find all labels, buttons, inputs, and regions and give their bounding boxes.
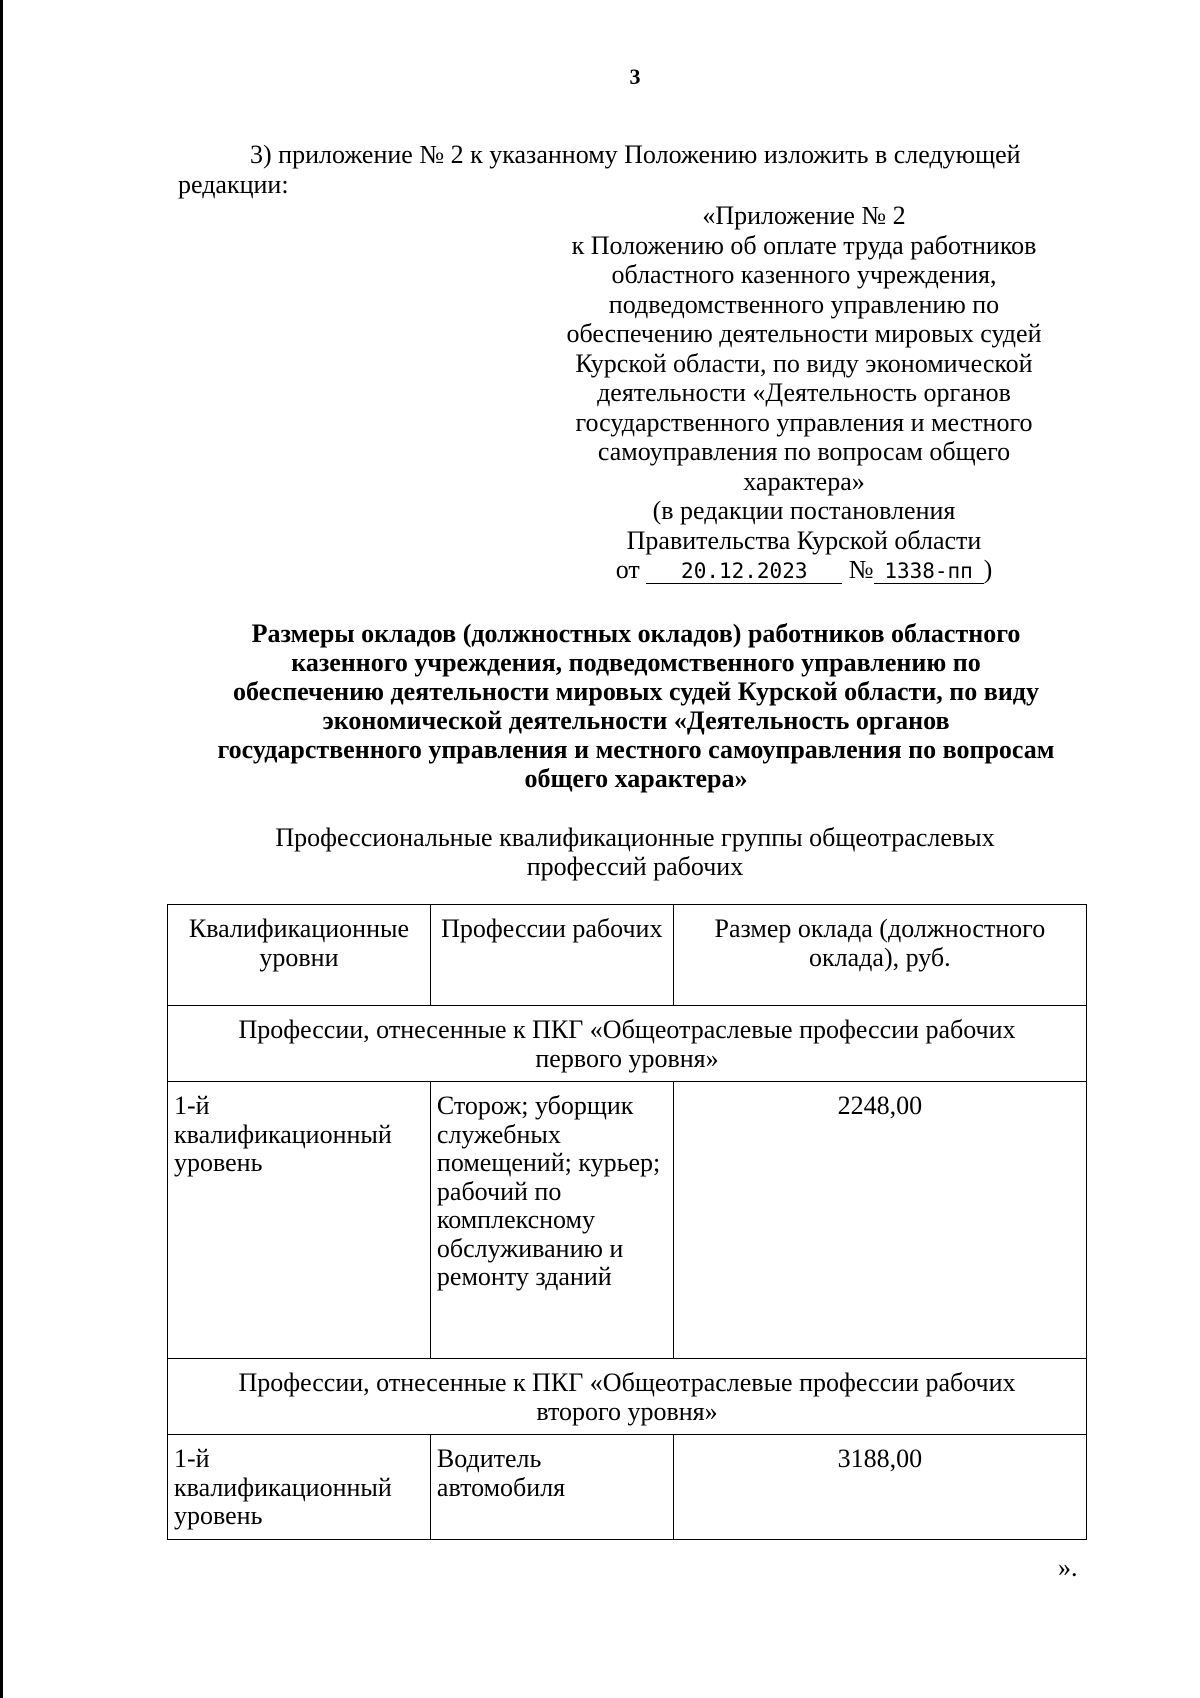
- title-line: экономической деятельности «Деятельность органов: [322, 706, 950, 735]
- caption-line: Профессиональные квалификационные группы общеотраслевых: [275, 823, 995, 852]
- group-title-line: Профессии, отнесенные к ПКГ «Общеотраслевые профессии рабочих: [238, 1368, 1016, 1397]
- title-line: Размеры окладов (должностных окладов) работников областного: [251, 619, 1021, 648]
- group-title-line: первого уровня»: [535, 1043, 719, 1073]
- appendix-line: Правительства Курской области: [626, 525, 982, 555]
- resolution-number: 1338-пп: [874, 559, 984, 584]
- closing-paren: ): [983, 555, 993, 584]
- appendix-line: самоуправления по вопросам общего: [597, 437, 1011, 466]
- salary-table: [167, 904, 1087, 1540]
- group-row: [168, 1359, 1087, 1435]
- appendix-line: (в редакции постановления: [652, 496, 956, 525]
- group-row: [168, 1006, 1087, 1082]
- qualification-level-cell: 1-й квалификационный уровень: [168, 1435, 431, 1540]
- intro-paragraph: 3) приложение № 2 к указанному Положению изложить в следующей редакции:: [178, 140, 1021, 199]
- salary-cell: 3188,00: [673, 1435, 1086, 1540]
- group-title-line: второго уровня»: [536, 1396, 718, 1426]
- resolution-date-line: [530, 555, 1078, 585]
- closing-quote: ».: [1058, 1553, 1078, 1582]
- appendix-line: областного казенного учреждения,: [611, 260, 997, 289]
- header-professions: Профессии рабочих: [430, 905, 673, 1006]
- title-line: общего характера»: [524, 764, 748, 793]
- appendix-line: подведомственного управлению по: [608, 289, 1000, 319]
- appendix-line: «Приложение № 2: [702, 201, 906, 230]
- appendix-line: обеспечению деятельности мировых судей: [566, 319, 1042, 348]
- header-qualification-levels: Квалификационные уровни: [168, 905, 431, 1006]
- appendix-line: Курской области, по виду экономической: [575, 348, 1033, 378]
- document-title: [168, 619, 1104, 793]
- appendix-line: деятельности «Деятельность органов: [597, 378, 1011, 407]
- date-prefix: от: [615, 555, 640, 584]
- resolution-date: 20.12.2023: [646, 559, 842, 584]
- appendix-line: к Положению об оплате труда работников: [571, 230, 1037, 260]
- title-line: казенного учреждения, подведомственного управлению по: [291, 648, 981, 677]
- table-row: [168, 1082, 1087, 1359]
- professions-cell: Водитель автомобиля: [430, 1435, 673, 1540]
- group-title: [168, 1006, 1087, 1082]
- table-header-row: [168, 905, 1087, 1006]
- appendix-heading: [530, 201, 1078, 585]
- title-line: обеспечению деятельности мировых судей Курской области, по виду: [233, 677, 1039, 706]
- number-prefix: №: [848, 555, 874, 584]
- scan-edge: [0, 0, 3, 1698]
- header-salary: Размер оклада (должностного оклада), руб.: [673, 905, 1086, 1006]
- qualification-level-cell: 1-й квалификационный уровень: [168, 1082, 431, 1359]
- professions-cell: Сторож; уборщик служебных помещений; курьер; рабочий по комплексному обслуживанию и ремонту зданий: [430, 1082, 673, 1359]
- title-line: государственного управления и местного самоуправления по вопросам: [217, 735, 1055, 764]
- caption-line: профессий рабочих: [526, 852, 744, 881]
- appendix-line: характера»: [743, 466, 865, 496]
- group-title: [168, 1359, 1087, 1435]
- table-row: [168, 1435, 1087, 1540]
- page-number: 3: [629, 64, 641, 89]
- salary-cell: 2248,00: [673, 1082, 1086, 1359]
- appendix-line: государственного управления и местного: [575, 407, 1033, 437]
- group-title-line: Профессии, отнесенные к ПКГ «Общеотраслевые профессии рабочих: [238, 1015, 1016, 1044]
- table-caption: [210, 823, 1060, 881]
